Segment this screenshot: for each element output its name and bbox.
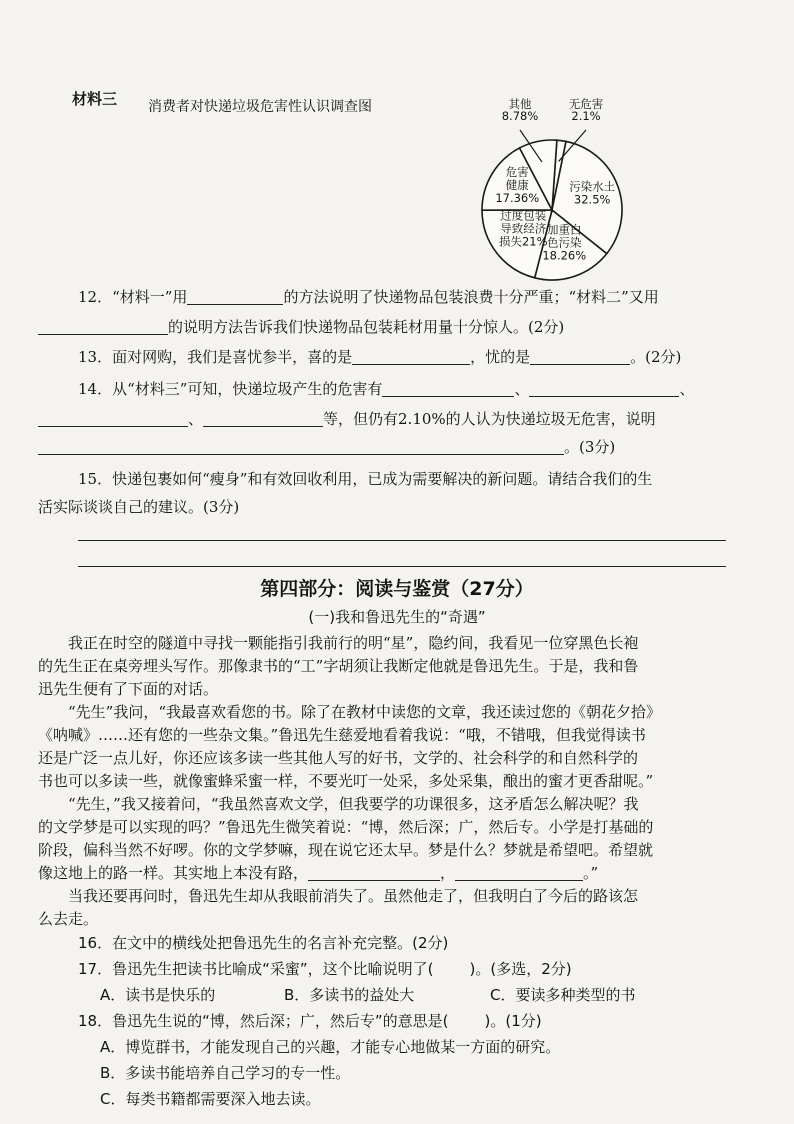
passage-title: (一)我和鲁迅先生的“奇遇” [308, 608, 486, 626]
question-14-line2: 、 等，但仍有2.10%的人认为快递垃圾无危害，说明 [38, 408, 738, 430]
answer-blank-12b[interactable] [38, 318, 168, 335]
question-18-option-c: C．每类书籍都需要深入地去读。 [100, 1090, 321, 1108]
passage-line: 的先生正在桌旁埋头写作。那像隶书的“工”字胡须让我断定他就是鲁迅先生。于是，我和鲁 [38, 657, 639, 675]
question-13: 13．面对网购，我们是喜忧参半，喜的是 ，忧的是 。(2分) [78, 348, 682, 366]
answer-blank-14c[interactable] [38, 410, 188, 427]
pie-chart [468, 98, 638, 283]
part4-title: 第四部分：阅读与鉴赏（27分） [260, 578, 534, 600]
question-17-option-c: C．要读多种类型的书 [490, 986, 636, 1004]
passage-line: “先生”我问，“我最喜欢看您的书。除了在教材中读您的文章，我还读过您的《朝花夕拾》 [38, 703, 662, 721]
answer-blank-12a[interactable] [187, 288, 283, 305]
passage-line: 么去走。 [38, 910, 99, 928]
passage-line: 阶段，偏科当然不好啰。你的文学梦嘛，现在说它还太早。梦是什么？梦就是希望吧。希望就 [38, 841, 654, 859]
question-15-line2: 活实际谈谈自己的建议。(3分) [38, 498, 240, 516]
answer-blank-16a[interactable] [308, 864, 440, 881]
answer-blank-16b[interactable] [455, 864, 583, 881]
passage-line: 书也可以多读一些，就像蜜蜂采蜜一样，不要光叮一处采，多处采集，酿出的蜜才更香甜呢。” [38, 772, 654, 790]
answer-blank-14e[interactable] [38, 438, 564, 455]
question-16: 16．在文中的横线处把鲁迅先生的名言补充完整。(2分) [78, 934, 449, 952]
passage-line: “先生，”我又接着问，“我虽然喜欢文学，但我要学的功课很多，这矛盾怎么解决呢？我 [38, 795, 639, 813]
pie-slice-label: 污染水土 32.5% [569, 179, 616, 207]
question-15-line1: 15．快递包裹如何“瘦身”和有效回收利用，已成为需要解决的新问题。请结合我们的生 [78, 470, 653, 488]
passage-line: 《呐喊》……还有您的一些杂文集。”鲁迅先生慈爱地看着我说：“哦，不错哦，但我觉得读书 [38, 726, 646, 744]
answer-line-15b[interactable] [78, 566, 726, 567]
answer-blank-14d[interactable] [203, 410, 323, 427]
question-12-line2: 的说明方法告诉我们快递物品包装耗材用量十分惊人。(2分) [38, 316, 738, 338]
passage-line: 我正在时空的隧道中寻找一颗能指引我前行的明“星”，隐约间，我看见一位穿黑色长袍 [38, 634, 639, 652]
answer-blank-14b[interactable] [529, 380, 679, 397]
passage-line: 迅先生便有了下面的对话。 [38, 680, 219, 698]
pie-slice-label: 无危害 2.1% [568, 98, 604, 123]
question-17-option-b: B．多读书的益处大 [284, 986, 415, 1004]
passage-line: 的文学梦是可以实现的吗？”鲁迅先生微笑着说：“博，然后深；广，然后专。小学是打基础的 [38, 818, 654, 836]
pie-slice-label: 危害健康 17.36% [495, 165, 540, 206]
chart-title: 消费者对快递垃圾危害性认识调查图 [148, 99, 372, 115]
answer-line-15a[interactable] [78, 540, 726, 541]
answer-blank-13a[interactable] [352, 348, 470, 365]
pie-slice-label: 其他 8.78% [501, 98, 539, 123]
pie-slice-label: 过度包装导致经济损失21% [498, 208, 548, 249]
question-14-line3: 。(3分) [38, 436, 738, 458]
material-three-label: 材料三 [72, 90, 118, 108]
passage-line: 当我还要再问时，鲁迅先生却从我眼前消失了。虽然他走了，但我明白了今后的路该怎 [38, 887, 639, 905]
passage-line: 还是广泛一点儿好，你还应该多读一些其他人写的好书，文学的、社会科学的和自然科学的 [38, 749, 639, 767]
answer-blank-13b[interactable] [530, 348, 630, 365]
question-18-option-b: B．多读书能培养自己学习的专一性。 [100, 1064, 351, 1082]
pie-slice-label: 加重白色污染 18.26% [542, 222, 587, 263]
question-14-line1: 14．从“材料三”可知，快递垃圾产生的危害有 、 、 [78, 380, 695, 398]
question-18-option-a: A．博览群书，才能发现自己的兴趣，才能专心地做某一方面的研究。 [100, 1038, 561, 1056]
question-17-option-a: A．读书是快乐的 [100, 986, 216, 1004]
answer-blank-14a[interactable] [382, 380, 514, 397]
question-12-line1: 12．“材料一”用 的方法说明了快递物品包装浪费十分严重；“材料二”又用 [78, 288, 659, 306]
question-17: 17．鲁迅先生把读书比喻成“采蜜”，这个比喻说明了( )。(多选，2分) [78, 960, 572, 978]
question-18: 18．鲁迅先生说的“博，然后深；广，然后专”的意思是( )。(1分) [78, 1012, 542, 1030]
passage-line-with-blanks: 像这地上的路一样。其实地上本没有路， ， 。” [38, 864, 599, 882]
